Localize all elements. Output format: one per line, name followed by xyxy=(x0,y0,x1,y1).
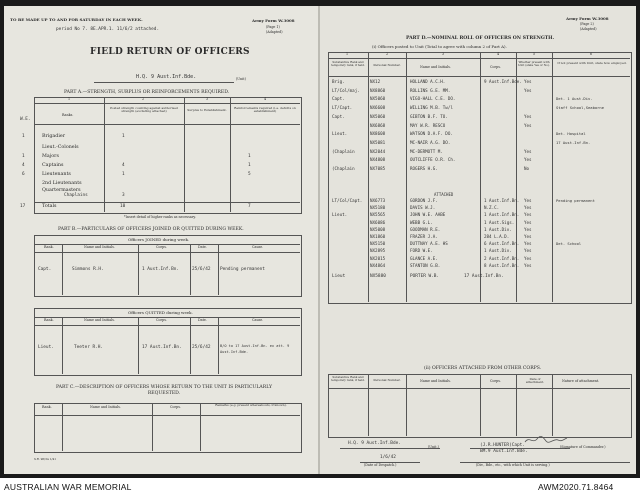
row-reinf: 5 xyxy=(248,172,251,177)
attached-how: Pending permanent xyxy=(556,198,595,203)
roll-present: No xyxy=(524,166,530,171)
attached-how: Det. School xyxy=(556,241,582,247)
quitted-head-line xyxy=(34,325,300,326)
attached-present: Yes xyxy=(524,205,532,211)
roll-present: Yes xyxy=(524,79,532,84)
right-page xyxy=(320,6,636,474)
attached-rank: LT/Col/Capt. xyxy=(332,198,363,203)
attached-present: Yes xyxy=(524,198,532,203)
row-rank: Lieut.-Colonels xyxy=(42,145,79,150)
joined-col-divider xyxy=(190,244,191,295)
col-header-reinf: Reinforcements required (i.e. deficits on establishment) xyxy=(234,106,296,113)
roll-rank: Capt. xyxy=(332,113,345,119)
attached-label: ATTACHED xyxy=(434,192,454,197)
roll-present: Yes xyxy=(524,122,532,128)
col-num: 6 xyxy=(590,52,593,56)
quitted-col-divider xyxy=(218,317,219,374)
attached-name: WEBB G.L. xyxy=(410,219,433,225)
col-num: 1 xyxy=(346,52,349,56)
commander-label: (Signature of Commander.) xyxy=(560,445,606,449)
attached-present: Yes xyxy=(524,255,532,261)
header-number: Personal Number. xyxy=(373,63,401,67)
col-num: 2 xyxy=(386,52,389,56)
attached-present: Yes xyxy=(524,262,532,268)
part-ii-col-divider xyxy=(516,374,517,436)
attached-num: NX5150 xyxy=(370,241,386,247)
date-value: 1/6/42 xyxy=(380,455,396,460)
roll-num: NX5060 xyxy=(370,96,386,102)
quitted-col-divider xyxy=(190,317,191,374)
roll-name: MAY W.R. RESCO xyxy=(410,122,446,128)
joined-cause: Pending permanent xyxy=(220,267,265,272)
roll-num: NX6868 xyxy=(370,122,386,128)
attached-present: Yes xyxy=(524,212,532,218)
left-page xyxy=(4,6,318,474)
footer-code: S.R. 96/3A 1/41 xyxy=(34,457,57,461)
unit-label: (Unit) xyxy=(236,77,246,81)
caption-left: AUSTRALIAN WAR MEMORIAL xyxy=(4,482,132,492)
row-rank: Totals xyxy=(42,204,57,209)
row-est: 1 xyxy=(22,134,25,139)
attached-num: NX5565 xyxy=(370,212,386,218)
lieut-name: PORTER W.B. xyxy=(410,274,440,279)
roll-name: VIGO-HALL C.E. DO. xyxy=(410,96,456,102)
quitted-date: 25/6/42 xyxy=(192,345,211,350)
quitted-col-divider xyxy=(138,317,139,374)
attached-name: GLANCE A.E. xyxy=(410,255,438,261)
top-note: TO BE MADE UP TO AND FOR SATURDAY IN EACH WEEK. xyxy=(10,17,143,22)
header-name: Name and Initials. xyxy=(420,65,451,69)
roll-name: WILLING M.B. Tw/l xyxy=(410,105,453,111)
attached-present: Yes xyxy=(524,219,532,225)
joined-rank: Capt. xyxy=(38,267,52,272)
date-label: (Date of Despatch.) xyxy=(364,463,397,467)
attached-present: Yes xyxy=(524,241,532,247)
roll-rank: LT/Capt. xyxy=(332,105,353,111)
part-c-col-rank: Rank. xyxy=(42,405,52,409)
roll-num: NX4808 xyxy=(370,157,386,163)
col-rank: Rank. xyxy=(44,318,54,322)
part-ii-header: Corps. xyxy=(490,379,501,383)
roll-present: Yes xyxy=(524,157,532,163)
header-corps: Corps. xyxy=(490,65,501,69)
part-c-table xyxy=(34,403,302,453)
army-form-label: Army Form W.3008 xyxy=(252,18,295,23)
attached-num: NX5180 xyxy=(370,205,386,211)
attached-num: NX1860 xyxy=(370,234,386,239)
col-cause: Cause. xyxy=(252,245,264,249)
col-num: 4 xyxy=(497,52,500,56)
we-label: W.E. xyxy=(20,117,31,122)
roll-col-divider xyxy=(480,52,481,302)
roll-corps: 9 Aust.Inf.Bde. xyxy=(484,79,522,84)
lieut-rank: Lieut xyxy=(332,274,346,279)
roll-how: Staff School,Seaborne xyxy=(556,105,605,111)
part-ii-col-divider xyxy=(552,374,553,436)
roll-num-line xyxy=(328,58,630,59)
row-reinf: 7 xyxy=(248,204,251,209)
quitted-col-divider xyxy=(62,317,63,374)
roll-head-line xyxy=(328,76,630,77)
joined-title: Officers JOINED during week. xyxy=(128,237,190,242)
roll-num: NX12 xyxy=(370,79,381,84)
part-a-num-line xyxy=(34,103,300,104)
row-rank: Brigadier xyxy=(42,134,66,139)
adapted-label: (Adapted) xyxy=(580,27,597,31)
row-reinf: 1 xyxy=(248,163,251,168)
page-label: (Page 1) xyxy=(266,25,280,29)
army-form-label: Army Form W.3008 xyxy=(566,16,609,21)
part-ii-header: Nature of attachment. xyxy=(562,379,600,383)
col-name: Name and Initials. xyxy=(84,318,115,322)
row-posted: 1 xyxy=(122,134,125,139)
part-a-divider-3 xyxy=(230,97,231,212)
attached-corps: 1 Aust.Sigs. xyxy=(484,219,515,225)
part-ii-header: Substantive Rank and temporary rank, if held. xyxy=(331,375,365,383)
col-header-surplus: Surplus to Establishment. xyxy=(187,108,227,112)
attached-present: Yes xyxy=(524,248,532,254)
part-c-col-divider xyxy=(62,403,63,451)
attached-name: JOHN W.E. AABE xyxy=(410,212,446,218)
part-c-col-remarks: Remarks (e.g. present whereabouts, if known). xyxy=(215,403,287,407)
joined-col-divider xyxy=(62,244,63,295)
attached-corps: 6 Aust.Inf.Bn. xyxy=(484,241,520,247)
row-est: 17 xyxy=(20,204,26,209)
attached-corps: 1 Aust.Inf.Bn. xyxy=(484,212,520,218)
col-cause: Cause. xyxy=(252,318,264,322)
attached-num: NX4864 xyxy=(370,262,386,268)
col-rank: Rank. xyxy=(44,245,54,249)
page-label: (Page 2) xyxy=(580,22,594,26)
roll-present: Yes xyxy=(524,113,532,119)
adapted-label: (Adapted) xyxy=(266,30,283,34)
part-ii-header: Name and Initials. xyxy=(420,379,451,383)
attached-name: FORD W.E. xyxy=(410,248,433,254)
attached-corps: 1 Aust.Div. xyxy=(484,248,512,254)
joined-col-divider xyxy=(138,244,139,295)
header-present: Whether present with Unit (state Yes or No). xyxy=(518,60,550,68)
chaplains-overtype: Chaplains xyxy=(64,193,88,198)
col-header-ranks: Ranks. xyxy=(62,113,74,117)
joined-name: Simmons R.H. xyxy=(72,267,104,272)
attached-corps: 1 Aust.Div. xyxy=(484,226,512,232)
roll-num: NX5081 xyxy=(370,139,386,145)
row-reinf: 1 xyxy=(248,154,251,159)
period-note: period No 7. 8E.APR.1. 11/6/2 attached. xyxy=(56,27,160,32)
part-c-col-divider xyxy=(152,403,153,451)
part-ii-col-divider xyxy=(480,374,481,436)
part-a-note: *Insert detail of higher ranks as necessary. xyxy=(124,215,196,219)
col-num: 1 xyxy=(68,97,71,101)
roll-how: 17 Aust.Inf.Bn. xyxy=(556,139,591,145)
row-posted: 10 xyxy=(120,204,126,209)
roll-rank: Lieut. xyxy=(332,131,348,137)
unit-value: H.Q. 9 Aust.Inf.Bde. xyxy=(136,74,197,80)
header-how: If not present with Unit, state how employed. xyxy=(557,61,627,65)
col-header-posted: Posted strength counting against authorised strength (excluding attached) xyxy=(110,106,178,113)
roll-col-divider xyxy=(406,52,407,302)
part-c-col-divider xyxy=(200,403,201,451)
roll-name: HOLLAND A.C.H. xyxy=(410,79,446,84)
attached-name: DUTTNAY A.E. HS xyxy=(410,241,448,247)
joined-col-divider xyxy=(218,244,219,295)
attached-name: DAVIS W.J. xyxy=(410,205,436,211)
unit-underline xyxy=(94,82,234,83)
col-corps: Corps. xyxy=(156,318,167,322)
roll-present: Yes xyxy=(524,87,532,93)
row-posted: 1 xyxy=(122,172,125,177)
row-est: 6 xyxy=(22,172,25,177)
roll-name: GIBTON B.F. TO. xyxy=(410,113,448,119)
attached-num: NX6773 xyxy=(370,198,386,203)
col-num: 4 xyxy=(264,97,267,101)
roll-rank: (Chaplain xyxy=(332,148,355,154)
col-num: 3 xyxy=(206,97,209,101)
part-ii-header: Date of attachment. xyxy=(525,377,545,384)
caption-right: AWM2020.71.8464 xyxy=(538,482,614,492)
roll-num: NX7085 xyxy=(370,166,386,171)
attached-name: GORDON J.F. xyxy=(410,198,438,203)
part-a-divider-2 xyxy=(184,97,185,212)
roll-how: Det. 1 Aust.Div. xyxy=(556,96,593,102)
lieut-corps: 17 Aust.Inf.Bn. xyxy=(464,274,504,279)
attached-corps: 284 L.A.D. xyxy=(484,234,510,239)
part-ii-title: (ii) OFFICERS ATTACHED FROM OTHER CORPS. xyxy=(424,366,542,371)
col-num: 5 xyxy=(533,52,536,56)
row-posted: 4 xyxy=(122,163,125,168)
part-c-head-line xyxy=(34,415,300,416)
part-b-title: PART B.—PARTICULARS OF OFFICERS JOINED OR QUITTED DURING WEEK. xyxy=(58,227,244,232)
roll-name: MC-DERMOTT M. xyxy=(410,148,443,154)
attached-num: NX2015 xyxy=(370,255,386,261)
col-corps: Corps. xyxy=(156,245,167,249)
part-d-subtitle: (i) Officers posted to Unit (Total to agree with column 2 of Part A). xyxy=(372,44,507,49)
col-date: Date. xyxy=(198,245,207,249)
part-a-total-line xyxy=(34,202,300,203)
row-posted: 3 xyxy=(122,193,125,198)
row-rank: Captains xyxy=(42,163,64,168)
col-num: 2 xyxy=(142,97,145,101)
roll-col-divider xyxy=(368,52,369,302)
roll-num: NX2044 xyxy=(370,148,386,154)
attached-num: NX6086 xyxy=(370,219,386,225)
joined-corps: 1 Aust.Inf.Bn. xyxy=(142,267,180,272)
roll-num: NX8860 xyxy=(370,87,386,93)
roll-present: Yes xyxy=(524,148,532,154)
part-c-title: PART C.—DESCRIPTION OF OFFICERS WHOSE RETURN TO THE UNIT IS PARTICULARLY REQUESTED. xyxy=(56,385,272,396)
part-c-col-corps: Corps. xyxy=(170,405,181,409)
row-est: 1 xyxy=(22,154,25,159)
quitted-name: Teeter R.H. xyxy=(74,345,104,350)
part-c-col-name: Name and Initials. xyxy=(90,405,121,409)
row-est: 4 xyxy=(22,163,25,168)
part-d-title: PART D.—NOMINAL ROLL OF OFFICERS ON STRENGTH. xyxy=(406,36,555,41)
attached-name: FRAZER J.A. xyxy=(410,234,438,239)
signature-line xyxy=(470,448,570,449)
form-title: FIELD RETURN OF OFFICERS xyxy=(90,47,250,57)
roll-name: WATSON D.A.F. DO. xyxy=(410,131,453,137)
roll-name: ROGERS H.G. xyxy=(410,166,438,171)
part-ii-head-line xyxy=(328,388,630,389)
lieut-num: NX5880 xyxy=(370,274,386,279)
col-date: Date. xyxy=(198,318,207,322)
col-num: 3 xyxy=(442,52,445,56)
attached-num: NX2895 xyxy=(370,248,386,254)
part-ii-header: Personal Number. xyxy=(373,378,401,382)
roll-rank: LT/Col/maj. xyxy=(332,87,360,93)
attached-corps: 2 Aust.Inf.Bn. xyxy=(484,255,520,261)
roll-name: OUTCLIFFE O.R. Ch. xyxy=(410,157,456,163)
part-a-divider-1 xyxy=(104,97,105,212)
attached-num: NX5008 xyxy=(370,226,386,232)
row-rank: Quartermasters xyxy=(42,188,81,193)
roll-num: NX8608 xyxy=(370,131,386,137)
roll-name: MC-NAIR A.G. DO. xyxy=(410,139,451,145)
part-a-head-line xyxy=(34,124,300,125)
attached-corps: 8 Aust.Inf.Bn. xyxy=(484,262,520,268)
roll-num: NX6608 xyxy=(370,105,386,111)
part-ii-col-divider xyxy=(368,374,369,436)
quitted-title: Officers QUITTED during week. xyxy=(128,310,193,315)
division-label: (Div., Bde., etc., with which Unit is serving.) xyxy=(476,463,550,467)
roll-col-divider xyxy=(552,52,553,302)
attached-present: Yes xyxy=(524,234,532,239)
unit-label: (Unit.) xyxy=(428,445,439,449)
joined-head-line xyxy=(34,252,300,253)
attached-present: Yes xyxy=(524,226,532,232)
col-name: Name and Initials. xyxy=(84,245,115,249)
unit-value: H.Q. 9 Aust.Inf.Bde. xyxy=(348,441,401,446)
part-ii-col-divider xyxy=(406,374,407,436)
joined-date: 25/6/42 xyxy=(192,267,211,272)
roll-how: Det. Hospital xyxy=(556,131,586,137)
part-a-title: PART A.—STRENGTH, SURPLUS OR REINFORCEMENTS REQUIRED. xyxy=(64,90,230,95)
quitted-corps: 17 Aust.Inf.Bn. xyxy=(142,345,182,350)
attached-corps: 1 Aust.Inf.Bn. xyxy=(484,198,520,203)
commander-unit: BM.9 Aust.Inf.Bde. xyxy=(480,449,528,454)
row-rank: 2nd Lieutenants xyxy=(42,181,82,186)
quitted-rank: Lieut. xyxy=(38,345,54,350)
row-rank: Majors xyxy=(42,154,59,159)
quitted-cause: B/O to 17 Aust.Inf.Bn. ex att. 9 Aust.Inf.Bde. xyxy=(220,344,290,354)
commander-typed: (J.R.HUNTER)Capt. xyxy=(480,443,525,448)
row-rank: Lieutenants xyxy=(42,172,71,177)
attached-rank: Lieut. xyxy=(332,212,348,218)
roll-rank: Brig. xyxy=(332,79,345,84)
header-rank: Substantive Rank and temporary rank, if held. xyxy=(331,60,365,68)
attached-corps: N.Z.C. xyxy=(484,205,500,211)
roll-rank: (Chaplain xyxy=(332,166,355,171)
roll-rank: Capt. xyxy=(332,96,345,102)
roll-num: NX5060 xyxy=(370,113,386,119)
attached-name: STANTON G.B. xyxy=(410,262,441,268)
roll-name: ROLLINS G.E. MM. xyxy=(410,87,451,93)
attached-name: GOODMAN R.E. xyxy=(410,226,441,232)
